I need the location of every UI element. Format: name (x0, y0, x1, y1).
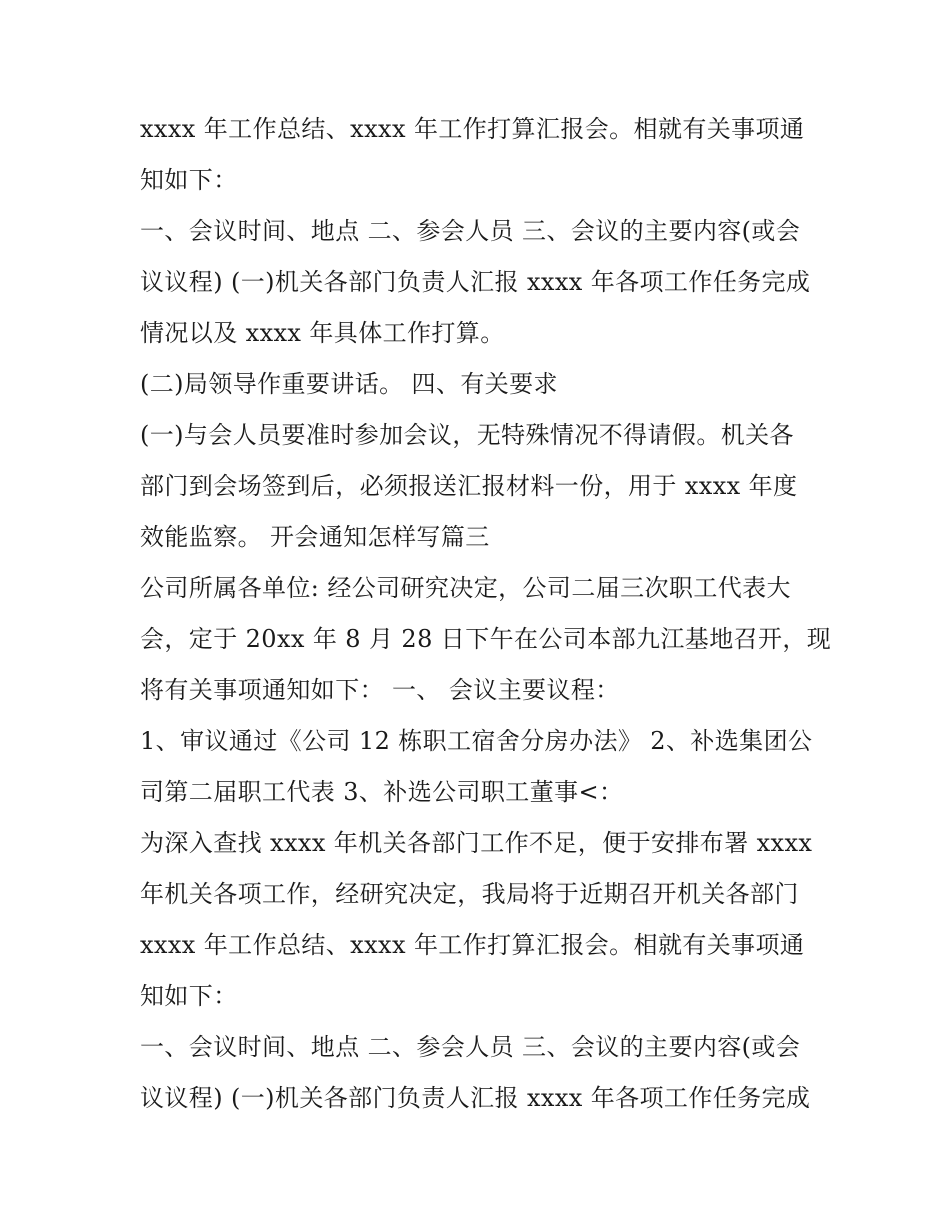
text-line: (一)与会人员要准时参加会议，无特殊情况不得请假。机关各 (140, 421, 794, 449)
text-line: 部门到会场签到后，必须报送汇报材料一份，用于 xxxx 年度 (140, 472, 798, 500)
text-line: 知如下： (140, 982, 238, 1010)
text-line: 为深入查找 xxxx 年机关各部门工作不足，便于安排布署 xxxx (140, 829, 813, 857)
text-line: 知如下： (140, 166, 238, 194)
text-line: 情况以及 xxxx 年具体工作打算。 (140, 319, 505, 347)
text-line: 一、会议时间、地点 二、参会人员 三、会议的主要内容(或会 (140, 217, 801, 245)
text-line: 会，定于 20xx 年 8 月 28 日下午在公司本部九江基地召开，现 (140, 625, 832, 653)
document-body (140, 104, 832, 1124)
text-line: xxxx 年工作总结、xxxx 年工作打算汇报会。相就有关事项通 (140, 931, 805, 959)
text-line: xxxx 年工作总结、xxxx 年工作打算汇报会。相就有关事项通 (140, 115, 805, 143)
text-line: 议议程) (一)机关各部门负责人汇报 xxxx 年各项工作任务完成 (140, 1084, 811, 1112)
text-line: 司第二届职工代表 3、补选公司职工董事<： (140, 778, 624, 806)
text-line: 效能监察。 开会通知怎样写篇三 (140, 523, 490, 551)
text-line: 将有关事项通知如下： 一、 会议主要议程： (140, 676, 620, 704)
text-line: 议议程) (一)机关各部门负责人汇报 xxxx 年各项工作任务完成 (140, 268, 811, 296)
text-line: (二)局领导作重要讲话。 四、有关要求 (140, 370, 558, 398)
text-line: 1、审议通过《公司 12 栋职工宿舍分房办法》 2、补选集团公 (140, 727, 813, 755)
text-line: 年机关各项工作，经研究决定，我局将于近期召开机关各部门 (140, 880, 799, 908)
text-line: 一、会议时间、地点 二、参会人员 三、会议的主要内容(或会 (140, 1033, 801, 1061)
text-line: 公司所属各单位: 经公司研究决定，公司二届三次职工代表大 (140, 574, 791, 602)
